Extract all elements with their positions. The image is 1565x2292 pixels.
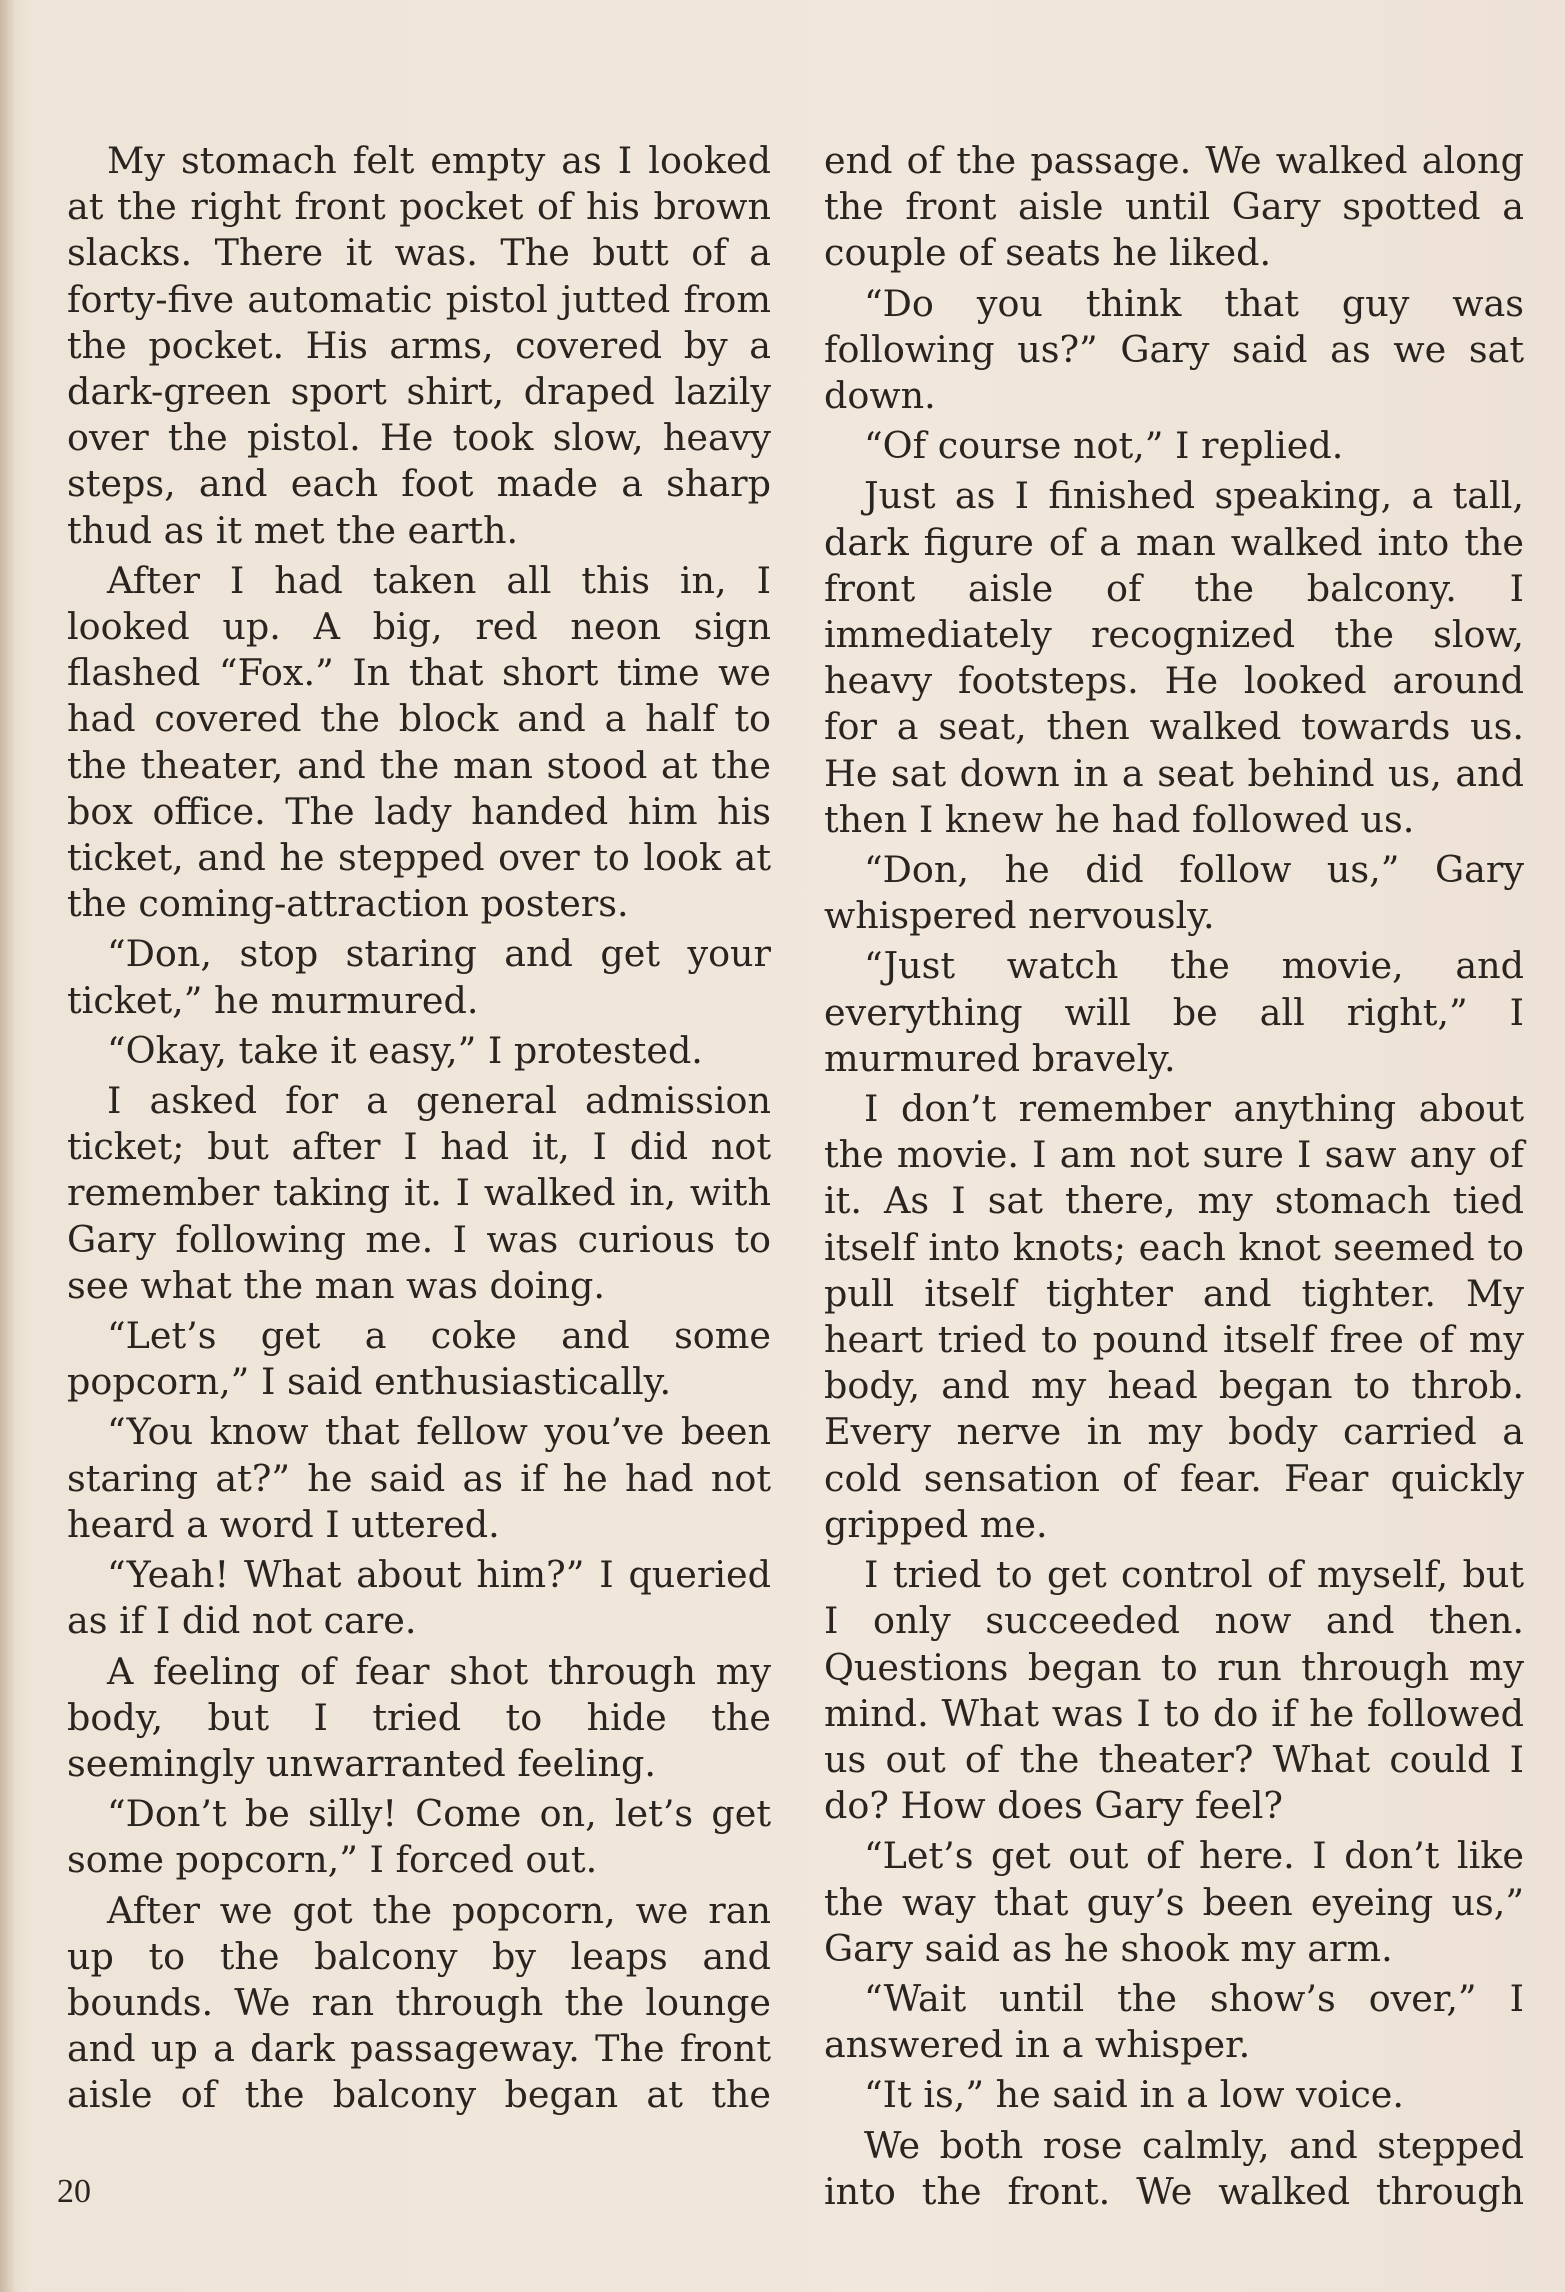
paragraph: My stomach felt empty as I looked at the right front pocket of his brown slacks. There it was. The butt of a forty-five automatic pistol jutted from the pocket. His arms, covered by a dark-green sport shirt, draped lazily over the pistol. He took slow, heavy steps, and each foot made a sharp thud as it met the earth. [67,139,771,552]
paragraph: “Yeah! What about him?” I queried as if I did not care. [67,1553,771,1643]
paragraph: “Let’s get out of here. I don’t like the way that guy’s been eyeing us,” Gary said as he shook my arm. [824,1834,1524,1970]
paragraph: “It is,” he said in a low voice. [864,2073,1405,2117]
page-spine-shadow [0,0,14,2292]
paragraph: I asked for a general admission ticket; but after I had it, I did not remember taking it. I walked in, with Gary following me. I was curious to see what the man was doing. [67,1079,771,1307]
paragraph: I tried to get control of myself, but I only succeeded now and then. Questions began to run through my mind. What was I to do if he followed us out of the theater? What could I do? How does Gary feel? [824,1553,1524,1828]
right-text-column [824,138,1524,2219]
paragraph: “You know that fellow you’ve been staring at?” he said as if he had not heard a word I uttered. [67,1410,771,1546]
paragraph: “Let’s get a coke and some popcorn,” I said enthusiastically. [67,1314,771,1404]
paragraph: Just as I finished speaking, a tall, dark figure of a man walked into the front aisle of the balcony. I immediately recognized the slow, heavy footsteps. He looked around for a seat, then walked towards us. He sat down in a seat behind us, and then I knew he had followed us. [824,474,1524,841]
paragraph: “Just watch the movie, and everything will be all right,” I murmured bravely. [824,944,1524,1080]
paragraph: A feeling of fear shot through my body, but I tried to hide the seemingly unwarranted feeling. [67,1649,771,1785]
page-number: 20 [57,2173,91,2210]
paragraph: After I had taken all this in, I looked up. A big, red neon sign flashed “Fox.” In that short time we had covered the block and a half to the theater, and the man stood at the box office. The lady handed him his ticket, and he stepped over to look at the coming-attraction posters. [67,558,771,926]
paragraph-continuation: end of the passage. We walked along the front aisle until Gary spotted a couple of seats he liked. [824,139,1524,275]
paragraph: After we got the popcorn, we ran up to the balcony by leaps and bounds. We ran through the lounge and up a dark passageway. The front aisle of the balcony began at the [67,1888,771,2117]
paragraph: “Okay, take it easy,” I protested. [107,1028,703,1072]
paragraph: “Don’t be silly! Come on, let’s get some popcorn,” I forced out. [67,1792,771,1882]
paragraph: “Of course not,” I replied. [864,424,1344,468]
paragraph: “Do you think that guy was following us?” Gary said as we sat down. [824,281,1524,418]
paragraph: “Wait until the show’s over,” I answered in a whisper. [824,1976,1524,2067]
paragraph: We both rose calmly, and stepped into the front. We walked through [824,2123,1524,2213]
paragraph: I don’t remember anything about the movie. I am not sure I saw any of it. As I sat there, my stomach tied itself into knots; each knot seemed to pull itself tighter and tighter. My heart tried to pound itself free of my body, and my head began to throb. Every nerve in my body carried a cold sensation of fear. Fear quickly gripped me. [824,1087,1524,1546]
paragraph: “Don, stop staring and get your ticket,” he murmured. [67,932,771,1022]
left-text-column [67,138,771,2123]
paragraph: “Don, he did follow us,” Gary whispered nervously. [824,848,1524,938]
